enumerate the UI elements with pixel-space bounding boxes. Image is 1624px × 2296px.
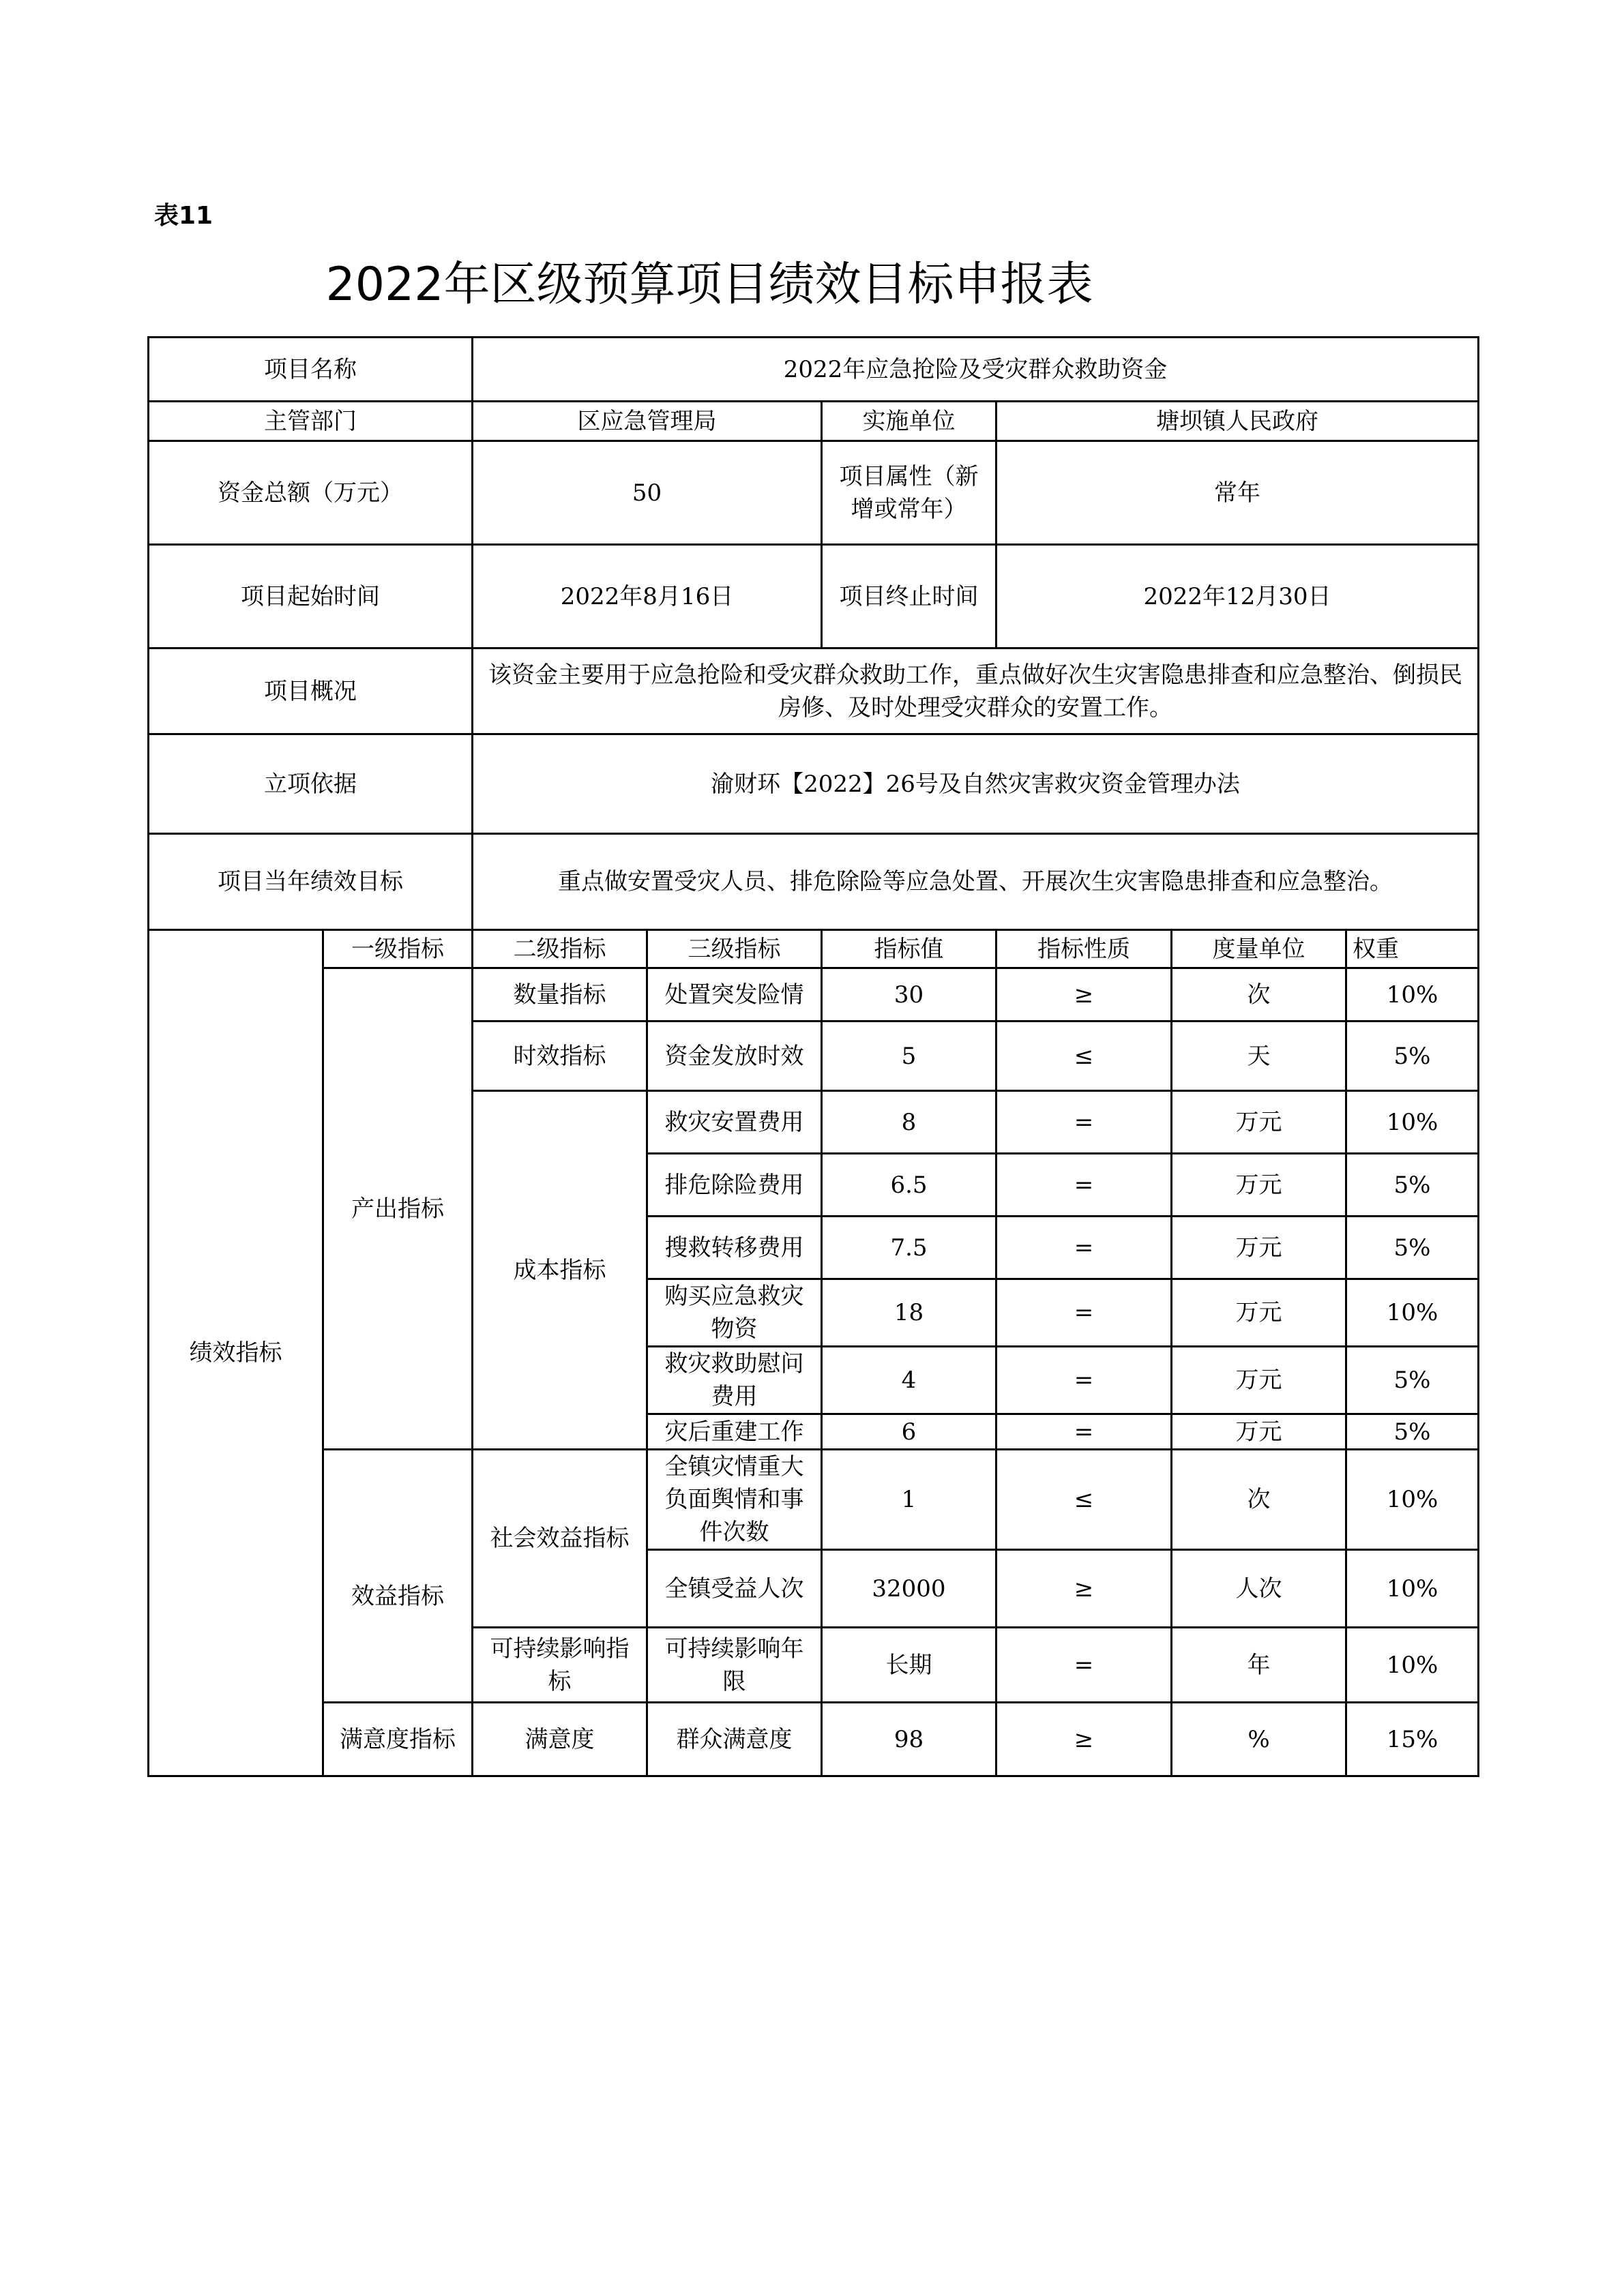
indicator-value: 32000 (822, 1550, 996, 1628)
impl-value: 塘坝镇人民政府 (996, 402, 1479, 441)
row-fund (149, 441, 1479, 545)
attr-label: 项目属性（新增或常年） (822, 441, 996, 545)
row-basis (149, 734, 1479, 834)
indicator-op: = (996, 1347, 1172, 1414)
indicator-value: 18 (822, 1279, 996, 1347)
indicator-unit: 万元 (1172, 1347, 1346, 1414)
indicator-value: 4 (822, 1347, 996, 1414)
level2-cost: 成本指标 (473, 1091, 647, 1450)
row-period (149, 545, 1479, 648)
level3-name: 购买应急救灾物资 (647, 1279, 822, 1347)
level1-satisfaction: 满意度指标 (323, 1703, 473, 1776)
level3-name: 排危除险费用 (647, 1154, 822, 1217)
project-name-label: 项目名称 (149, 338, 473, 402)
project-name-value: 2022年应急抢险及受灾群众救助资金 (473, 338, 1479, 402)
indicator-op: = (996, 1279, 1172, 1347)
indicator-unit: 人次 (1172, 1550, 1346, 1628)
level2-social: 社会效益指标 (473, 1450, 647, 1628)
indicator-value: 98 (822, 1703, 996, 1776)
level2-quantity: 数量指标 (473, 968, 647, 1022)
indicator-weight: 10% (1346, 1450, 1479, 1550)
indicator-value: 1 (822, 1450, 996, 1550)
indicator-weight: 5% (1346, 1347, 1479, 1414)
indicator-value: 5 (822, 1022, 996, 1091)
indicator-unit: 次 (1172, 1450, 1346, 1550)
col-weight: 权重 (1346, 930, 1479, 968)
indicator-weight: 5% (1346, 1022, 1479, 1091)
row-goal (149, 834, 1479, 930)
indicator-unit: % (1172, 1703, 1346, 1776)
level3-name: 资金发放时效 (647, 1022, 822, 1091)
dept-value: 区应急管理局 (473, 402, 822, 441)
indicator-weight: 10% (1346, 1550, 1479, 1628)
overview-value: 该资金主要用于应急抢险和受灾群众救助工作，重点做好次生灾害隐患排查和应急整治、倒损民房修、及时处理受灾群众的安置工作。 (473, 648, 1479, 734)
impl-label: 实施单位 (822, 402, 996, 441)
indicator-value: 6.5 (822, 1154, 996, 1217)
goal-value: 重点做安置受灾人员、排危除险等应急处置、开展次生灾害隐患排查和应急整治。 (473, 834, 1479, 930)
indicator-op: ≥ (996, 968, 1172, 1022)
level1-benefit: 效益指标 (323, 1450, 473, 1703)
level3-name: 群众满意度 (647, 1703, 822, 1776)
level3-name: 救灾救助慰问费用 (647, 1347, 822, 1414)
level2-timeliness: 时效指标 (473, 1022, 647, 1091)
indicator-op: ≤ (996, 1450, 1172, 1550)
level3-name: 可持续影响年限 (647, 1628, 822, 1703)
indicator-unit: 年 (1172, 1628, 1346, 1703)
level3-name: 全镇受益人次 (647, 1550, 822, 1628)
level3-name: 灾后重建工作 (647, 1414, 822, 1450)
dept-label: 主管部门 (149, 402, 473, 441)
start-label: 项目起始时间 (149, 545, 473, 648)
fund-value: 50 (473, 441, 822, 545)
indicator-weight: 10% (1346, 1628, 1479, 1703)
indicator-weight: 5% (1346, 1217, 1479, 1279)
indicator-unit: 万元 (1172, 1279, 1346, 1347)
indicator-unit: 万元 (1172, 1217, 1346, 1279)
basis-label: 立项依据 (149, 734, 473, 834)
indicator-weight: 5% (1346, 1154, 1479, 1217)
indicator-op: = (996, 1091, 1172, 1154)
col-level3: 三级指标 (647, 930, 822, 968)
indicator-unit: 次 (1172, 968, 1346, 1022)
level2-sustain: 可持续影响指标 (473, 1628, 647, 1703)
indicator-value: 8 (822, 1091, 996, 1154)
col-level2: 二级指标 (473, 930, 647, 968)
indicator-op: = (996, 1414, 1172, 1450)
level3-name: 救灾安置费用 (647, 1091, 822, 1154)
page-title: 2022年区级预算项目绩效目标申报表 (325, 258, 1093, 312)
indicator-value: 长期 (822, 1628, 996, 1703)
indicator-unit: 万元 (1172, 1091, 1346, 1154)
indicator-header-row (149, 930, 1479, 968)
fund-label: 资金总额（万元） (149, 441, 473, 545)
indicator-op: ≥ (996, 1550, 1172, 1628)
indicator-value: 30 (822, 968, 996, 1022)
col-unit: 度量单位 (1172, 930, 1346, 968)
table-number: 表11 (154, 202, 213, 230)
indicator-unit: 天 (1172, 1022, 1346, 1091)
level2-satisfaction: 满意度 (473, 1703, 647, 1776)
performance-table (147, 336, 1479, 1777)
row-project-name (149, 338, 1479, 402)
col-level1: 一级指标 (323, 930, 473, 968)
indicator-weight: 10% (1346, 1091, 1479, 1154)
col-nature: 指标性质 (996, 930, 1172, 968)
level1-output: 产出指标 (323, 968, 473, 1450)
indicator-unit: 万元 (1172, 1154, 1346, 1217)
indicator-op: ≥ (996, 1703, 1172, 1776)
overview-label: 项目概况 (149, 648, 473, 734)
indicator-op: ≤ (996, 1022, 1172, 1091)
attr-value: 常年 (996, 441, 1479, 545)
level3-name: 处置突发险情 (647, 968, 822, 1022)
section-label: 绩效指标 (149, 930, 323, 1776)
indicator-unit: 万元 (1172, 1414, 1346, 1450)
row-department (149, 402, 1479, 441)
table-row (149, 1450, 1479, 1550)
table-row (149, 1703, 1479, 1776)
end-label: 项目终止时间 (822, 545, 996, 648)
indicator-weight: 15% (1346, 1703, 1479, 1776)
indicator-weight: 5% (1346, 1414, 1479, 1450)
level3-name: 搜救转移费用 (647, 1217, 822, 1279)
indicator-op: = (996, 1628, 1172, 1703)
row-overview (149, 648, 1479, 734)
table-row (149, 968, 1479, 1022)
indicator-weight: 10% (1346, 968, 1479, 1022)
indicator-op: = (996, 1154, 1172, 1217)
indicator-value: 6 (822, 1414, 996, 1450)
col-value: 指标值 (822, 930, 996, 968)
level3-name: 全镇灾情重大负面舆情和事件次数 (647, 1450, 822, 1550)
goal-label: 项目当年绩效目标 (149, 834, 473, 930)
indicator-weight: 10% (1346, 1279, 1479, 1347)
start-value: 2022年8月16日 (473, 545, 822, 648)
indicator-op: = (996, 1217, 1172, 1279)
end-value: 2022年12月30日 (996, 545, 1479, 648)
basis-value: 渝财环【2022】26号及自然灾害救灾资金管理办法 (473, 734, 1479, 834)
indicator-value: 7.5 (822, 1217, 996, 1279)
